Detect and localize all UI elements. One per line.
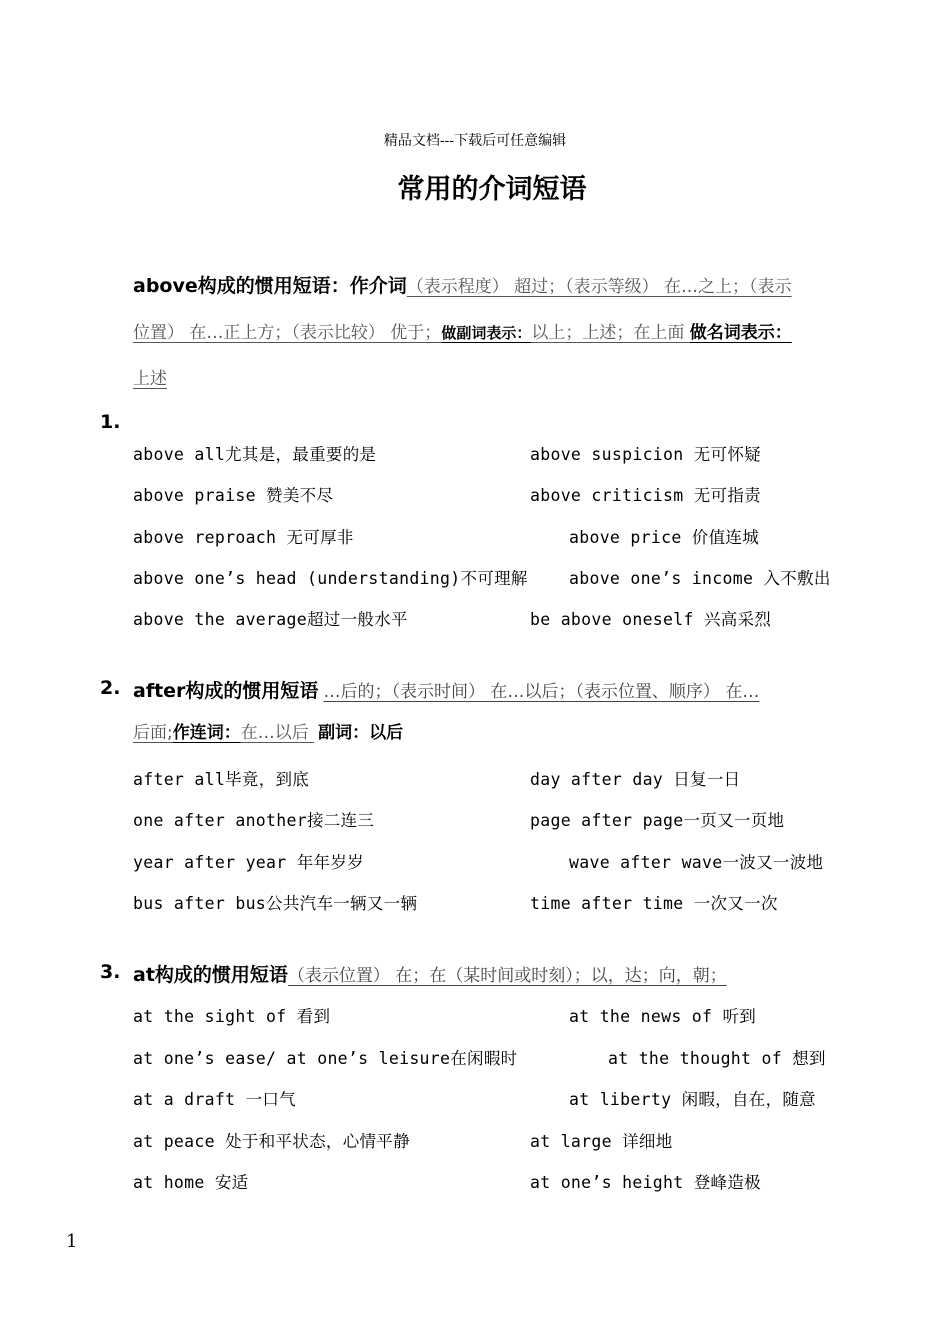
section-1-intro-line-3 [133, 371, 167, 388]
section-2-heading-line-2 [133, 725, 403, 742]
section-2-heading-text: …后的；（表示时间） 在…以后；（表示位置、顺序） 在… [323, 682, 760, 702]
phrase-3-5-left: at home 安适 [133, 1173, 249, 1192]
phrase-3-1-left: at the sight of 看到 [133, 1007, 331, 1026]
phrase-1-1-left: above all尤其是，最重要的是 [133, 445, 377, 464]
phrase-1-4-left: above one’s head (understanding)不可理解 [133, 569, 528, 588]
phrase-3-1-right: at the news of 听到 [569, 1007, 757, 1026]
section-3-heading-text: （表示位置） 在；在（某时间或时刻）；以，达；向，朝； [287, 966, 727, 986]
phrase-1-5-left: above the average超过一般水平 [133, 610, 408, 629]
phrase-1-3-left: above reproach 无可厚非 [133, 528, 354, 547]
phrase-3-4-right: at large 详细地 [530, 1132, 673, 1151]
phrase-3-3-left: at a draft 一口气 [133, 1090, 296, 1109]
page-title: 常用的介词短语 [397, 174, 587, 205]
section-1-adverb-label: 做副词表示： [441, 324, 532, 342]
phrase-1-2-right: above criticism 无可指责 [530, 486, 761, 505]
section-1-heading: above构成的惯用短语：作介词 [133, 275, 407, 297]
section-2-heading-line-1 [133, 676, 759, 703]
section-3-number: 3. [100, 961, 121, 983]
phrase-2-1-left: after all毕竟，到底 [133, 770, 310, 789]
section-1-intro-text: （表示程度） 超过；（表示等级） 在…之上；（表示 [406, 277, 792, 297]
section-1-noun-label: 做名词表示： [689, 323, 792, 343]
phrase-2-3-right: wave after wave一波又一波地 [569, 853, 824, 872]
phrase-3-2-left: at one’s ease/ at one’s leisure在闲暇时 [133, 1049, 518, 1068]
section-2-conjunction-label: 作连词： [172, 723, 241, 743]
section-2-heading: after构成的惯用短语 [133, 680, 319, 702]
phrase-1-1-right: above suspicion 无可怀疑 [530, 445, 761, 464]
phrase-3-4-left: at peace 处于和平状态，心情平静 [133, 1132, 410, 1151]
section-1-intro-text-2a: 位置） 在…正上方；（表示比较） 优于； [133, 323, 442, 343]
phrase-1-2-left: above praise 赞美不尽 [133, 486, 334, 505]
section-3-heading: at构成的惯用短语 [133, 964, 288, 986]
section-1-intro-line-2 [133, 325, 792, 342]
section-2-text-2a: 后面; [133, 723, 173, 743]
section-2-number: 2. [100, 677, 121, 699]
section-2-text-2c: 在…以后 [240, 723, 315, 743]
phrase-1-3-right: above price 价值连城 [569, 528, 760, 547]
section-2-adverb-label: 副词：以后 [318, 723, 404, 743]
phrase-1-5-right: be above oneself 兴高采烈 [530, 610, 772, 629]
section-3-heading-line [133, 960, 727, 987]
phrase-3-5-right: at one’s height 登峰造极 [530, 1173, 761, 1192]
phrase-2-3-left: year after year 年年岁岁 [133, 853, 364, 872]
phrase-2-2-left: one after another接二连三 [133, 811, 375, 830]
phrase-1-4-right: above one’s income 入不敷出 [569, 569, 831, 588]
page-number: 1 [66, 1231, 78, 1252]
phrase-2-1-right: day after day 日复一日 [530, 770, 741, 789]
phrase-2-4-right: time after time 一次又一次 [530, 894, 778, 913]
section-1-number: 1. [100, 411, 121, 433]
header-note: 精品文档---下载后可任意编辑 [383, 133, 567, 149]
phrase-2-2-right: page after page一页又一页地 [530, 811, 785, 830]
phrase-2-4-left: bus after bus公共汽车一辆又一辆 [133, 894, 418, 913]
section-1-intro-text-2c: 以上；上述；在上面 [531, 323, 690, 343]
section-1-intro-line-1 [133, 277, 792, 296]
phrase-3-2-right: at the thought of 想到 [608, 1049, 826, 1068]
section-1-intro-text-3: 上述 [133, 369, 167, 389]
phrase-3-3-right: at liberty 闲暇，自在，随意 [569, 1090, 816, 1109]
